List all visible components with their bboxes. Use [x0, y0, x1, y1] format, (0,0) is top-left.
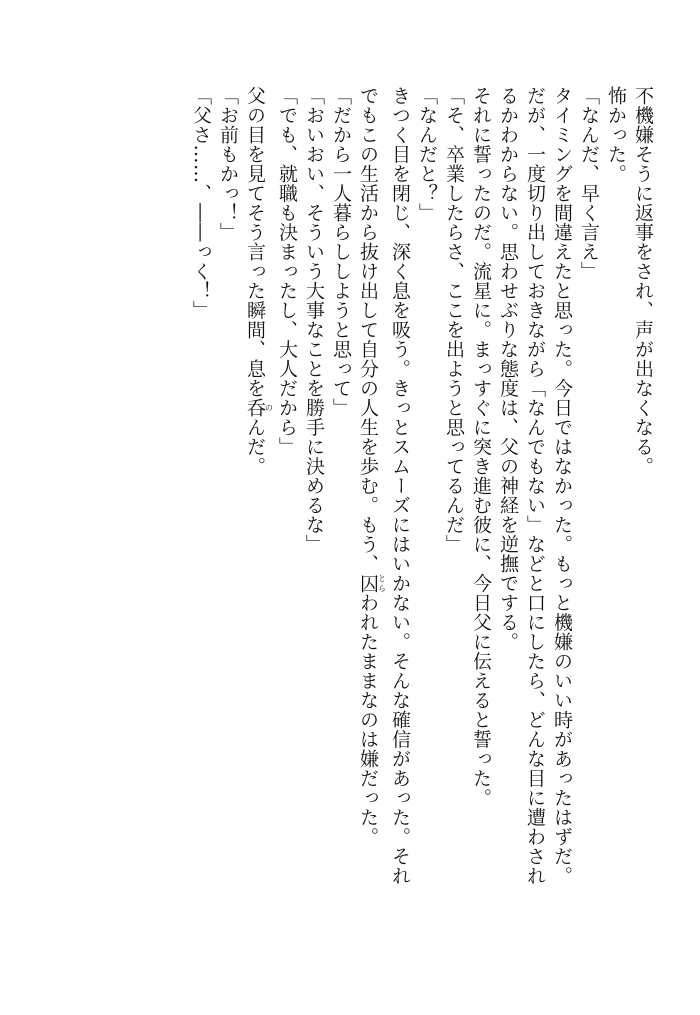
text-line-11-main: でもこの生活から抜け出して自分の人生を歩む。もう、 [357, 86, 379, 574]
ruby-nomu [244, 398, 274, 418]
text-line-14: 「でも、就職も決まったし、大人だから」 [276, 86, 298, 457]
text-line-8: 「そ、卒業したらさ、ここを出ようと思ってるんだ」 [443, 86, 465, 554]
ruby-nomu-base: 呑 [244, 398, 266, 418]
text-line-17: 「父さ……、――っく！」 [190, 86, 212, 320]
text-line-15 [241, 86, 273, 986]
text-line-7: それに誓ったのだ。流星に。まっすぐに突き進む彼に、今日父に伝えると誓った。 [470, 86, 492, 808]
ruby-toraware-base: 囚 [357, 573, 379, 593]
text-line-15-main: 父の目を見てそう言った瞬間、息を [244, 86, 266, 398]
ruby-toraware [357, 573, 387, 594]
text-line-6: るかわからない。思わせぶりな態度は、父の神経を逆撫でする。 [497, 86, 519, 652]
text-line-3: 「なんだ、早く言え」 [578, 86, 600, 281]
text-line-13: 「おいおい、そういう大事なことを勝手に決めるな」 [303, 86, 325, 554]
text-line-10: きつく目を閉じ、深く息を吸う。きっとスムーズにはいかない。そんな確信があった。それ [389, 86, 411, 886]
text-line-4: タイミングを間違えたと思った。今日ではなかった。もっと機嫌のいい時があったはずだ。 [551, 86, 573, 886]
text-line-16: 「お前もかっ！」 [217, 86, 239, 242]
text-line-11-tail: われたままなのは嫌だった。 [357, 593, 379, 847]
text-line-11 [354, 86, 386, 986]
text-line-1: 不機嫌そうに返事をされ、声が出なくなる。 [632, 86, 654, 476]
ruby-toraware-reading: とら [377, 573, 387, 593]
text-line-2: 怖かった。 [605, 86, 627, 184]
novel-text [36, 86, 656, 986]
text-line-5: だが、一度切り出しておきながら「なんでもない」などと口にしたら、どんな目に遭わされ [524, 86, 546, 886]
text-line-9: 「なんだと？」 [416, 86, 438, 223]
ruby-nomu-reading: の [264, 398, 274, 418]
text-line-12: 「だから一人暮らししようと思って」 [330, 86, 352, 418]
text-line-15-tail: んだ。 [244, 417, 266, 476]
